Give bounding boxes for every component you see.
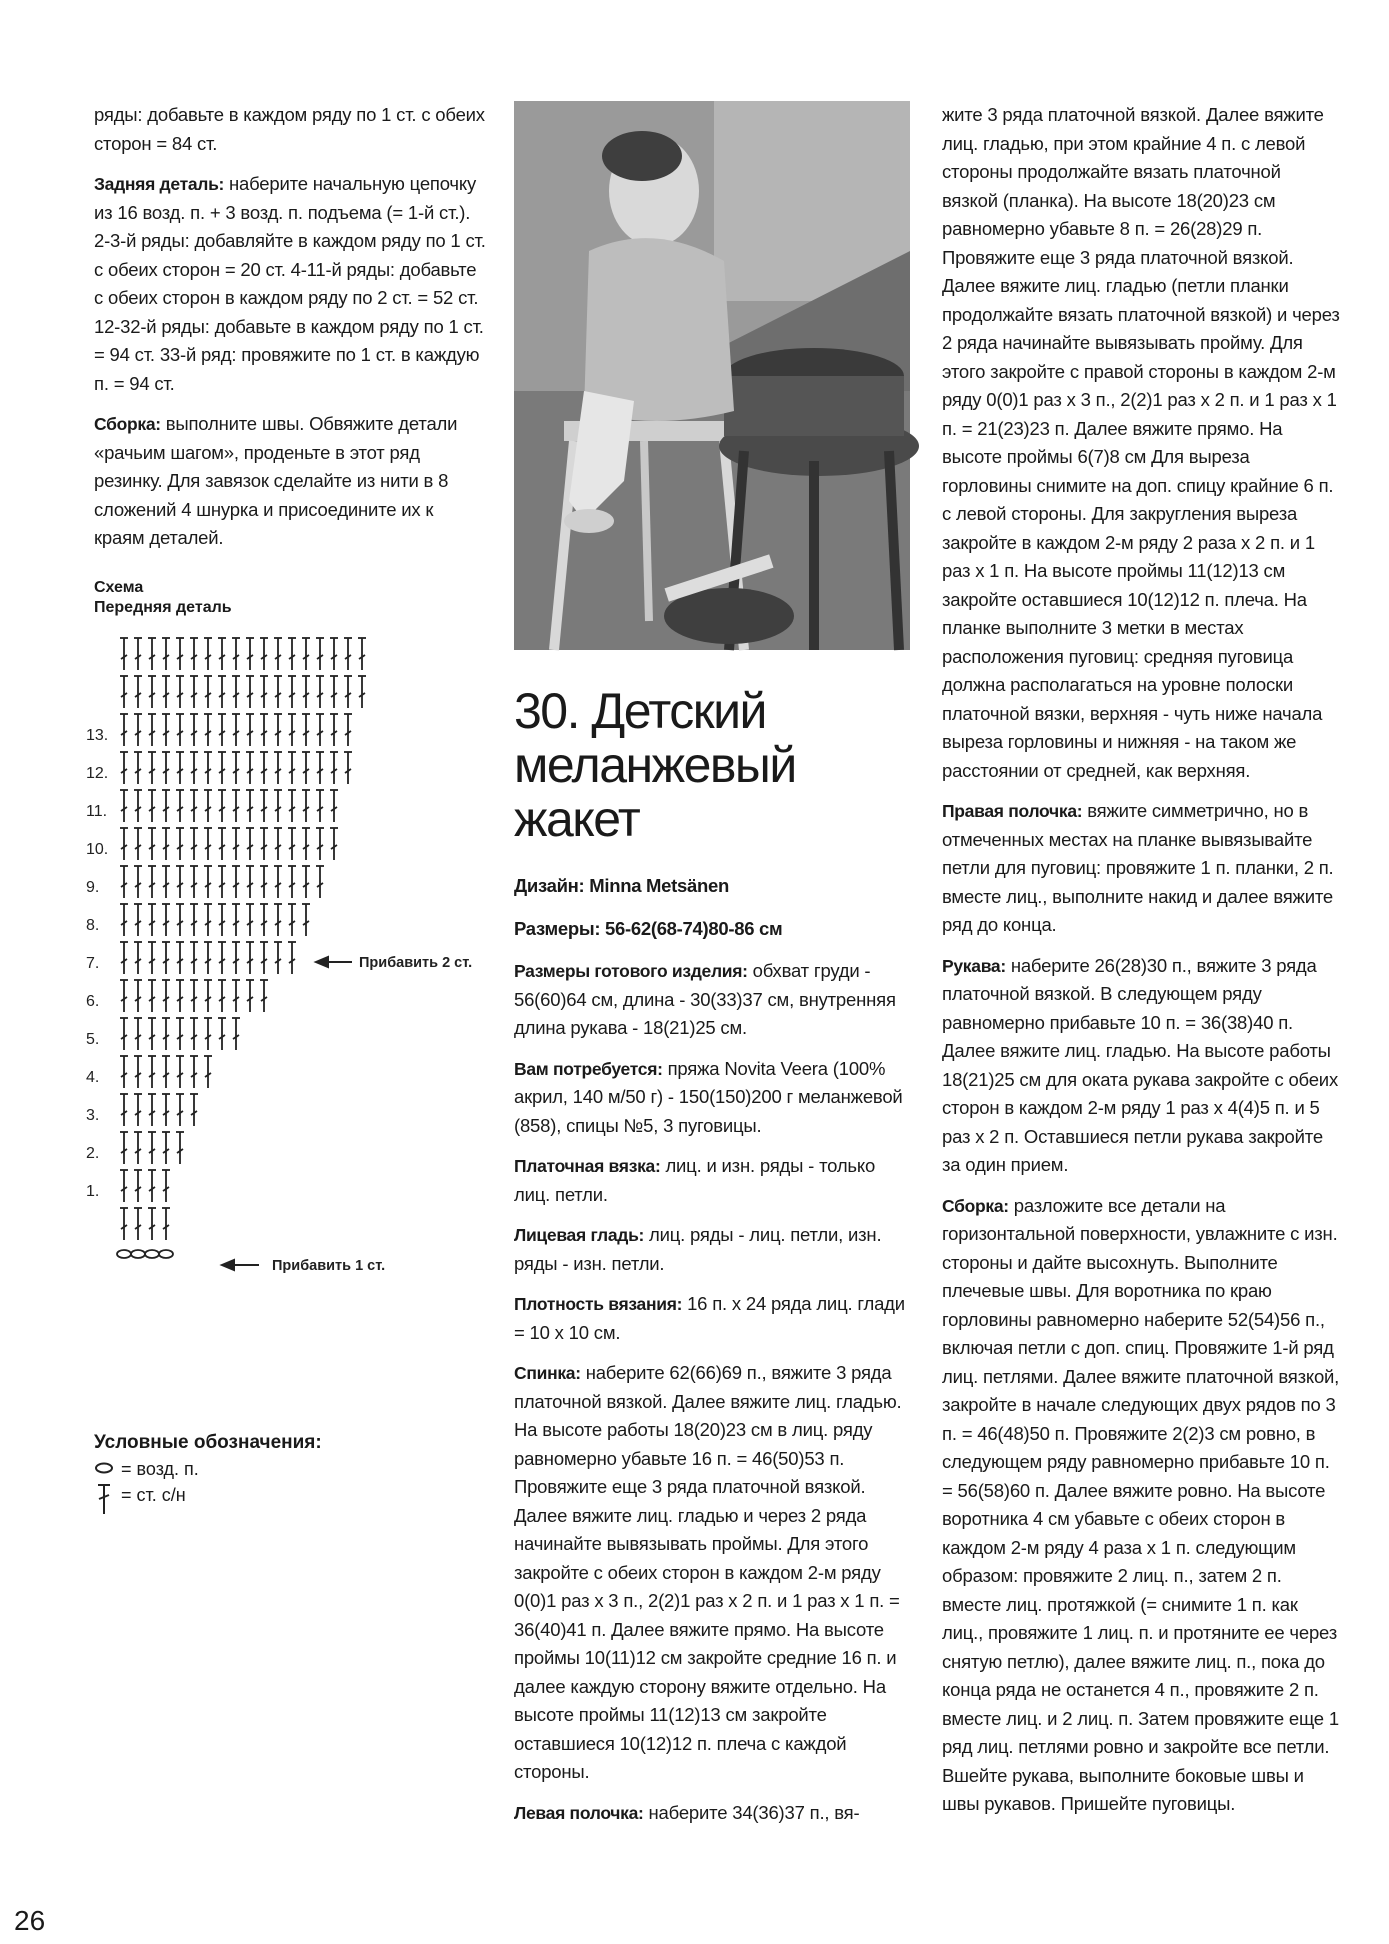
heading: Рукава:: [942, 955, 1006, 976]
photo-child-on-stool: [514, 101, 910, 650]
heading: Сборка:: [94, 414, 161, 434]
legend-header: Условные обозначения:: [94, 1432, 322, 1453]
paragraph-gauge: [514, 1290, 914, 1347]
text: лиц. ряды - лиц. петли, изн. ряды - изн. петли.: [514, 1224, 882, 1274]
row-label: 2.: [86, 1145, 100, 1162]
text: обхват груди - 56(60)64 см, длина - 30(33)37 см, внутренняя длина рукава - 18(21)25 см.: [514, 960, 896, 1038]
column-middle: [514, 872, 914, 1839]
text: вяжите симметрично, но в отмеченных местах на планке вывязывайте петли для пуговиц: провяжите 1 п. планки, 2 п. вместе лиц., выполните накид и далее вяжите ряд до конца.: [942, 800, 1334, 935]
row-label: 1.: [86, 1183, 100, 1200]
heading: Вам потребуется:: [514, 1058, 663, 1079]
heading: Сборка:: [942, 1195, 1009, 1216]
legend-item-chain: [94, 1456, 322, 1482]
scheme-heading: Схема: [94, 579, 144, 596]
double-crochet-icon: [94, 1482, 116, 1516]
title-line-2: меланжевый: [514, 737, 796, 793]
paragraph-rows: [94, 101, 486, 158]
paragraph-back: [514, 1359, 914, 1787]
paragraph-finished-size: [514, 957, 914, 1043]
paragraph-sleeves: [942, 952, 1340, 1180]
text: жите 3 ряда платочной вязкой. Далее вяжите лиц. гладью, при этом крайние 4 п. с левой стороны продолжайте вязать платочной вязкой (планка). На высоте 18(20)23 см равномерно убавьте 8 п. = 26(28)29 п. Провяжите еще 3 ряда платочной вязкой. Далее вяжите лиц. гладью (петли планки продолжайте вязать платочной вязкой) и через 2 ряда начинайте вывязывать пройму. Для этого закройте с правой стороны в каждом 2-м ряду 0(0)1 раз х 3 п., 2(2)1 раз х 2 п. и 1 раз х 1 п. = 21(23)23 п. Далее вяжите прямо. На высоте проймы 6(7)8 см Для выреза горловины снимите на доп. спицу крайние 6 п. с левой стороны. Для закругления выреза закройте в каждом 2-м ряду 2 раза х 2 п. и 1 раз х 1 п. На высоте проймы 11(12)13 см закройте оставшиеся 10(12)12 п. плеча. На планке выполните 3 метки в местах расположения пуговиц: средняя пуговица должна располагаться на уровне полоски платочной вязки, верхняя - чуть ниже начала выреза горловины и нижняя - на таком же расстоянии от средней, как верхняя.: [942, 104, 1340, 781]
legend-label-chain: = возд. п.: [121, 1459, 199, 1479]
title-line-3: жакет: [514, 791, 640, 847]
text: 16 п. х 24 ряда лиц. глади = 10 х 10 см.: [514, 1293, 905, 1343]
row-label: 11.: [86, 803, 108, 820]
annotation-add-2: Прибавить 2 ст.: [359, 955, 473, 971]
text: наберите 26(28)30 п., вяжите 3 ряда платочной вязкой. В следующем ряду равномерно прибавьте 10 п. = 36(38)40 п. Далее вяжите лиц. гладью. На высоте работы 18(21)25 см для оката рукава закройте с обеих сторон в каждом 2-м ряду 1 раз х 4(4)5 п. и 5 раз х 2 п. Оставшиеся петли рукава закройте за один прием.: [942, 954, 1338, 1175]
chain-stitch: [117, 1250, 131, 1258]
heading: Плотность вязания:: [514, 1294, 683, 1314]
page-number: 26: [14, 1905, 46, 1936]
sizes-heading: Размеры: 56-62(68-74)80-86 см: [514, 917, 783, 939]
legend-label-dc: = ст. с/н: [121, 1485, 186, 1505]
text: наберите 34(36)37 п., вя-: [643, 1801, 860, 1823]
annotation-add-1: Прибавить 1 ст.: [272, 1258, 386, 1274]
row-label: 10.: [86, 841, 109, 858]
heading: Левая полочка:: [514, 1802, 644, 1823]
paragraph-stockinette: [514, 1221, 914, 1278]
row-label: 12.: [86, 765, 109, 782]
paragraph-assembly: [94, 410, 486, 553]
paragraph-right-front: [942, 797, 1340, 940]
paragraph-finishing: [942, 1192, 1340, 1819]
text: наберите начальную цепочку из 16 возд. п. + 3 возд. п. подъема (= 1-й ст.). 2-3-й ряды: добавляйте в каждом ряду по 1 ст. с обеих сторон = 20 ст. 4-11-й ряды: добавьте с обеих сторон в каждом ряду по 2 ст. = 52 ст. 12-32-й ряды: добавьте в каждом ряду по 1 ст. = 94 ст. 33-й ряд: провяжите по 1 ст. в каждую п. = 94 ст.: [94, 173, 486, 394]
design-line: [514, 872, 914, 901]
text: лиц. и изн. ряды - только лиц. петли.: [514, 1155, 876, 1205]
row-label: 13.: [86, 727, 109, 744]
crochet-diagram: [86, 630, 514, 1390]
paragraph-back-piece: [94, 170, 486, 398]
scheme-title: [94, 578, 232, 618]
paragraph-garter-stitch: [514, 1152, 914, 1209]
heading: Правая полочка:: [942, 801, 1083, 821]
row-label: 4.: [86, 1069, 100, 1086]
legend-item-dc: [94, 1482, 322, 1516]
paragraph-materials: [514, 1055, 914, 1141]
chain-stitch: [159, 1250, 173, 1258]
text: ряды: добавьте в каждом ряду по 1 ст. с обеих сторон = 84 ст.: [94, 104, 485, 154]
text: наберите 62(66)69 п., вяжите 3 ряда платочной вязкой. Далее вяжите лиц. гладью. На высоте работы 18(20)23 см в лиц. ряду равномерно убавьте 16 п. = 46(50)53 п. Провяжите еще 3 ряда платочной вязкой. Далее вяжите лиц. гладью и через 2 ряда начинайте вывязывать проймы. Для этого закройте с обеих сторон в каждом 2-м ряду 0(0)1 раз х 3 п., 2(2)1 раз х 2 п. и 1 раз х 1 п. = 36(40)41 п. Далее вяжите прямо. На высоте проймы 10(11)12 см закройте средние 16 п. и далее каждую сторону вяжите отдельно. На высоте проймы 11(12)13 см закройте оставшиеся 10(12)12 п. плеча с каждой стороны.: [514, 1362, 902, 1782]
heading: Платочная вязка:: [514, 1156, 661, 1176]
arrows: [222, 957, 352, 1270]
row-label: 6.: [86, 993, 100, 1010]
column-left: [94, 101, 486, 565]
heading: Задняя деталь:: [94, 174, 225, 194]
paragraph-left-front: [514, 1799, 914, 1828]
chain-stitch: [131, 1250, 145, 1258]
sizes-line: [514, 915, 914, 944]
heading: Лицевая гладь:: [514, 1225, 645, 1245]
scheme-subheading: Передняя деталь: [94, 599, 232, 616]
row-label: 3.: [86, 1107, 100, 1124]
column-right: [942, 101, 1340, 1831]
design-heading: Дизайн: Minna Metsänen: [514, 875, 729, 896]
row-label: 7.: [86, 955, 100, 972]
row-label: 9.: [86, 879, 100, 896]
title-line-1: 30. Детский: [514, 683, 766, 739]
article-title: [514, 684, 894, 846]
photo-illustration: [514, 101, 910, 650]
paragraph-left-front-cont: [942, 101, 1340, 785]
chain-stitch: [145, 1250, 159, 1258]
heading: Размеры готового изделия:: [514, 961, 748, 981]
row-label: 5.: [86, 1031, 100, 1048]
text: разложите все детали на горизонтальной поверхности, увлажните с изн. стороны и дайте высохнуть. Выполните плечевые швы. Для воротника по краю горловины равномерно наберите 52(54)56 п., включая петли с доп. спиц. Провяжите 1-й ряд лиц. петлями. Далее вяжите платочной вязкой, закройте в начале следующих двух рядов по 3 п. = 46(48)50 п. Провяжите 2(2)3 см ровно, в следующем ряду равномерно прибавьте 10 п. = 56(58)60 п. Далее вяжите ровно. На высоте воротника 4 см убавьте с обеих сторон в каждом 2-м ряду 4 раза х 1 п. следующим образом: провяжите 2 лиц. п., затем 2 п. вместе лиц. протяжкой (= снимите 1 п. как лиц., провяжите 1 лиц. п. и протяните ее через снятую петлю), далее вяжите лиц. п., пока до конца ряда не останется 4 п., провяжите 2 п. вместе лиц. и 2 лиц. п. Затем провяжите еще 1 ряд лиц. петлями ровно и закройте все петли. Вшейте рукава, выполните боковые швы и швы рукавов. Пришейте пуговицы.: [942, 1194, 1340, 1814]
text: выполните швы. Обвяжите детали «рачьим шагом», проденьте в этот ряд резинку. Для завязок сделайте из нити в 8 сложений 4 шнурка и присоедините их к краям деталей.: [94, 413, 458, 548]
chain-icon: [94, 1461, 116, 1475]
text: пряжа Novita Veera (100% акрил, 140 м/50 г) - 150(150)200 г меланжевой (858), спицы №5, 3 пуговицы.: [514, 1057, 903, 1136]
legend: [94, 1430, 322, 1516]
heading: Спинка:: [514, 1363, 581, 1383]
row-label: 8.: [86, 917, 100, 934]
